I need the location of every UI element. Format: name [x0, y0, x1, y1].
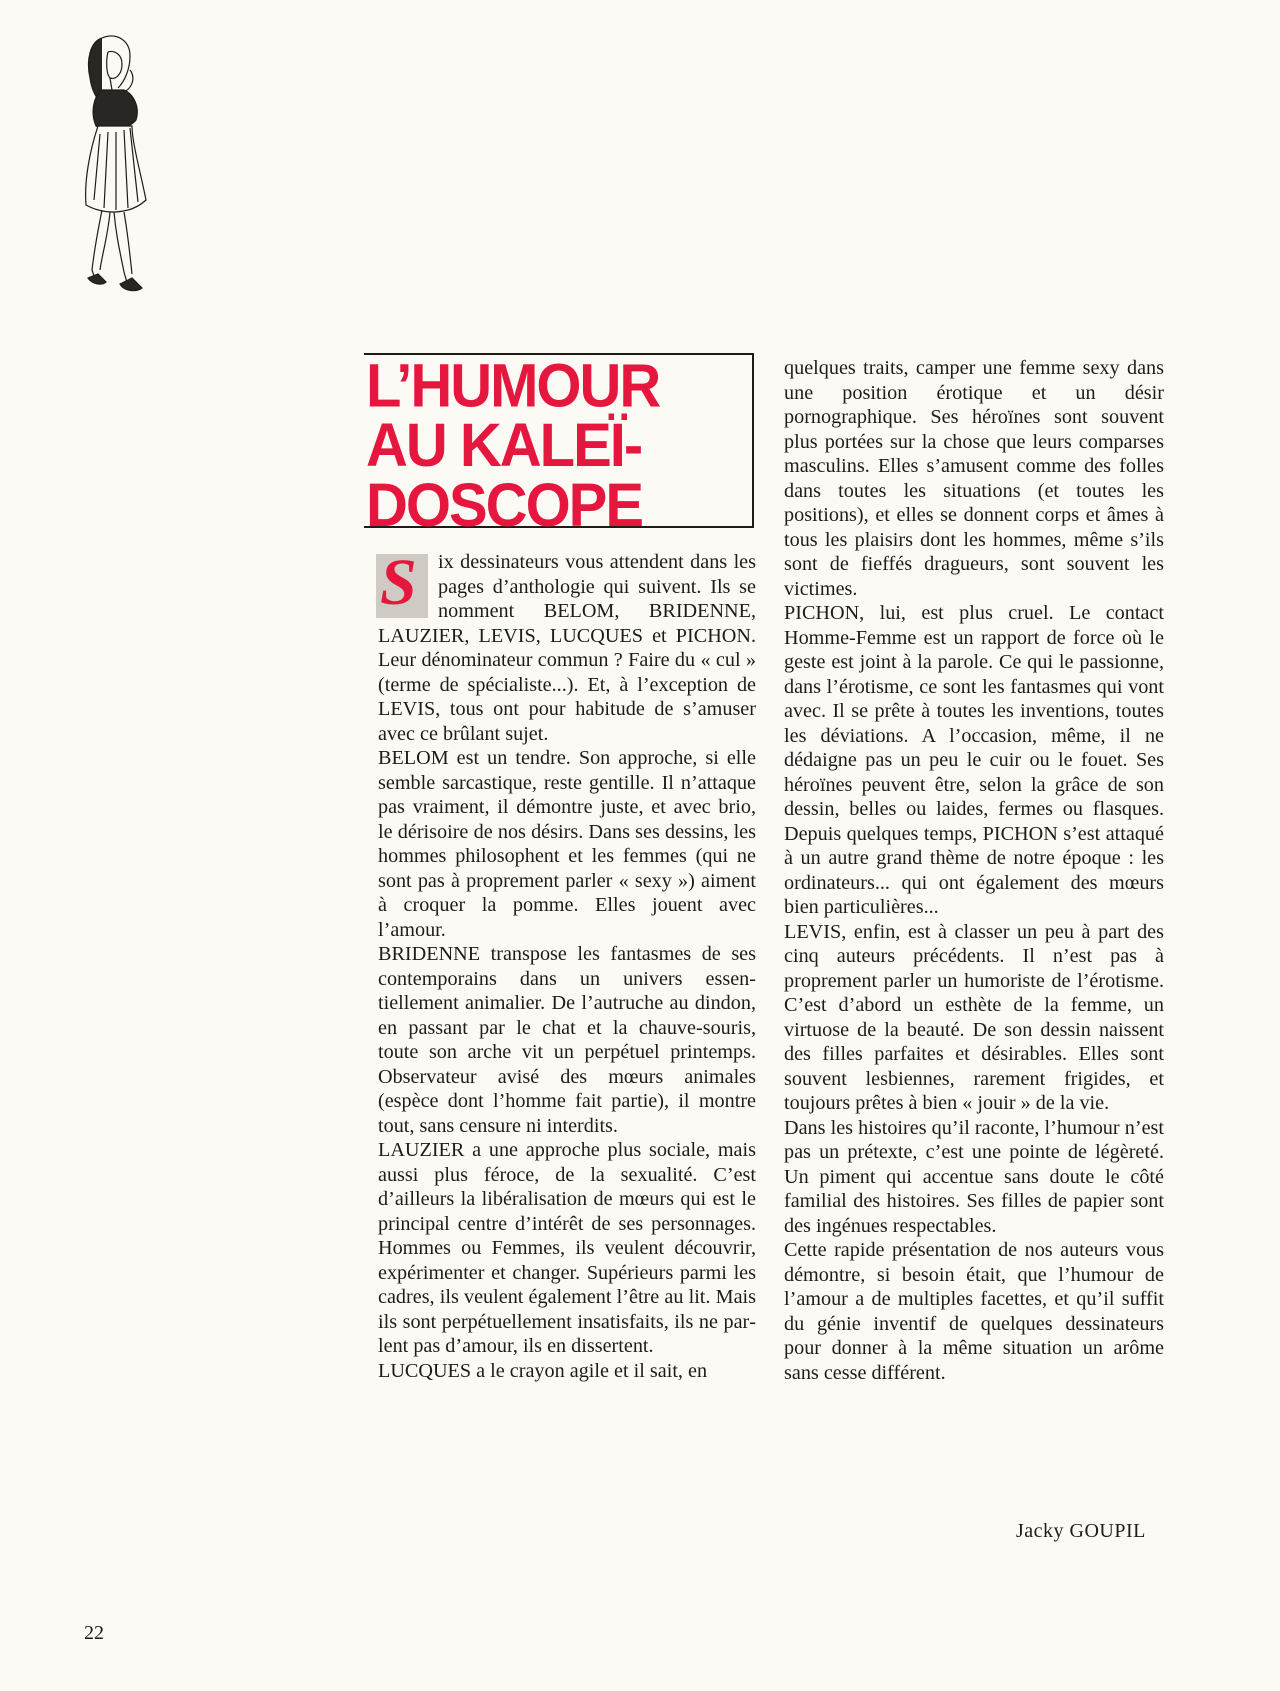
drop-cap [376, 546, 428, 619]
paragraph: Cette rapide présentation de nos auteurs vous démontre, si besoin était, que l’humour de l’amour a de multiples facettes, et qu’il suffit du génie inventif de quelques dessinateurs pour donner à la même situation un arôme sans cesse différent. [784, 1239, 1164, 1384]
article-left-column [378, 546, 756, 1383]
paragraph: LAUZIER a une approche plus sociale, mais aussi plus féroce, de la sexualité. C’est d’ailleurs la libéralisation de mœurs qui est le principal centre d’intérêt de ses personnages. Hommes ou Femmes, ils veulent découvrir, expérimenter et changer. Supérieurs parmi les cadres, ils veulent également l’être au lit. Mais ils sont perpétuellement insatisfaits, ils ne parlent pas d’amour, ils en dissertent. [378, 1139, 756, 1357]
paragraph: LUCQUES a le crayon agile et il sait, en [378, 1359, 708, 1382]
article-right-column [784, 356, 1164, 1385]
author-signature: Jacky GOUPIL [1016, 1520, 1146, 1542]
paragraph: Dans les histoires qu’il raconte, l’humour n’est pas un prétexte, c’est une pointe de légèreté. Un piment qui accentue sans doute le côté familial des histoires. Ses filles de papier sont des ingénues respectables. [784, 1116, 1164, 1237]
paragraph: LEVIS, enfin, est à classer un peu à part des cinq auteurs précédents. Il n’est pas à proprement parler un humoriste de l’érotisme. C’est d’abord un esthète de la femme, un virtuose de la beauté. De son dessin naissent des filles parfaites et désirables. Elles sont souvent lesbiennes, rarement frigides, et toujours prêtes à bien « jouir » de la vie. [784, 920, 1164, 1114]
paragraph: BELOM est un tendre. Son approche, si elle semble sarcastique, reste gentille. Il n’attaque pas vraiment, il démontre juste, et avec brio, le dérisoire de nos désirs. Dans ses dessins, les hommes philosophent et les femmes (qui ne sont pas à proprement parler « sexy ») aiment à croquer la pomme. Elles jouent avec l’amour. [378, 747, 756, 941]
page-number: 22 [84, 1622, 104, 1644]
page-title [366, 351, 746, 540]
paragraph: quelques traits, camper une femme sexy dans une position érotique et un désir pornographique. Ses héroïnes sont souvent plus portées sur la chose que leurs comparses masculins. Elles s’amusent comme des folles dans toutes les situations (et toutes les positions), et elles se donnent corps et âmes à tous les plaisirs dont les hommes, même s’ils sont de fieffés dragueurs, sont souvent les victimes. [784, 357, 1164, 600]
paragraph: BRIDENNE transpose les fantasmes de ses contemporains dans un univers essentiellement animalier. De l’autruche au dindon, en passant par le chat et la chauve-souris, toute son arche vit un perpétuel printemps. Observateur avisé des mœurs animales (espèce dont l’homme fait partie), il montre tout, sans censure ni interdits. [378, 943, 756, 1137]
title-line: AU KALEÏ- [366, 411, 642, 480]
pinup-woman-drawing-icon [80, 30, 160, 295]
title-line: DOSCOPE [366, 471, 643, 540]
paragraph: ix dessinateurs vous attendent dans les pages d’anthologie qui suivent. Ils se nomment BELOM, BRIDENNE, LAUZIER, LEVIS, LUCQUES et PICHON. Leur dénominateur commun ? Faire du « cul » (terme de spécialiste...). Et, à l’exception de LEVIS, tous ont pour habitude de s’amuser avec ce brûlant sujet. [378, 551, 756, 745]
drop-cap-letter: S [380, 546, 417, 619]
paragraph: PICHON, lui, est plus cruel. Le contact Homme-Femme est un rapport de force où le geste est joint à la parole. Ce qui le passionne, dans l’érotisme, ce sont les fantasmes qui vont avec. Il se prête à toutes les inventions, toutes les déviations. A l’occasion, même, il ne dédaigne pas un peu le cuir ou le fouet. Ses héroïnes peuvent être, selon la grâce de son dessin, belles ou laides, fermes ou flasques. Depuis quelques temps, PICHON s’est attaqué à un autre grand thème de notre époque : les ordinateurs... qui ont également des mœurs bien particulières... [784, 602, 1164, 918]
title-line: L’HUMOUR [366, 351, 660, 421]
